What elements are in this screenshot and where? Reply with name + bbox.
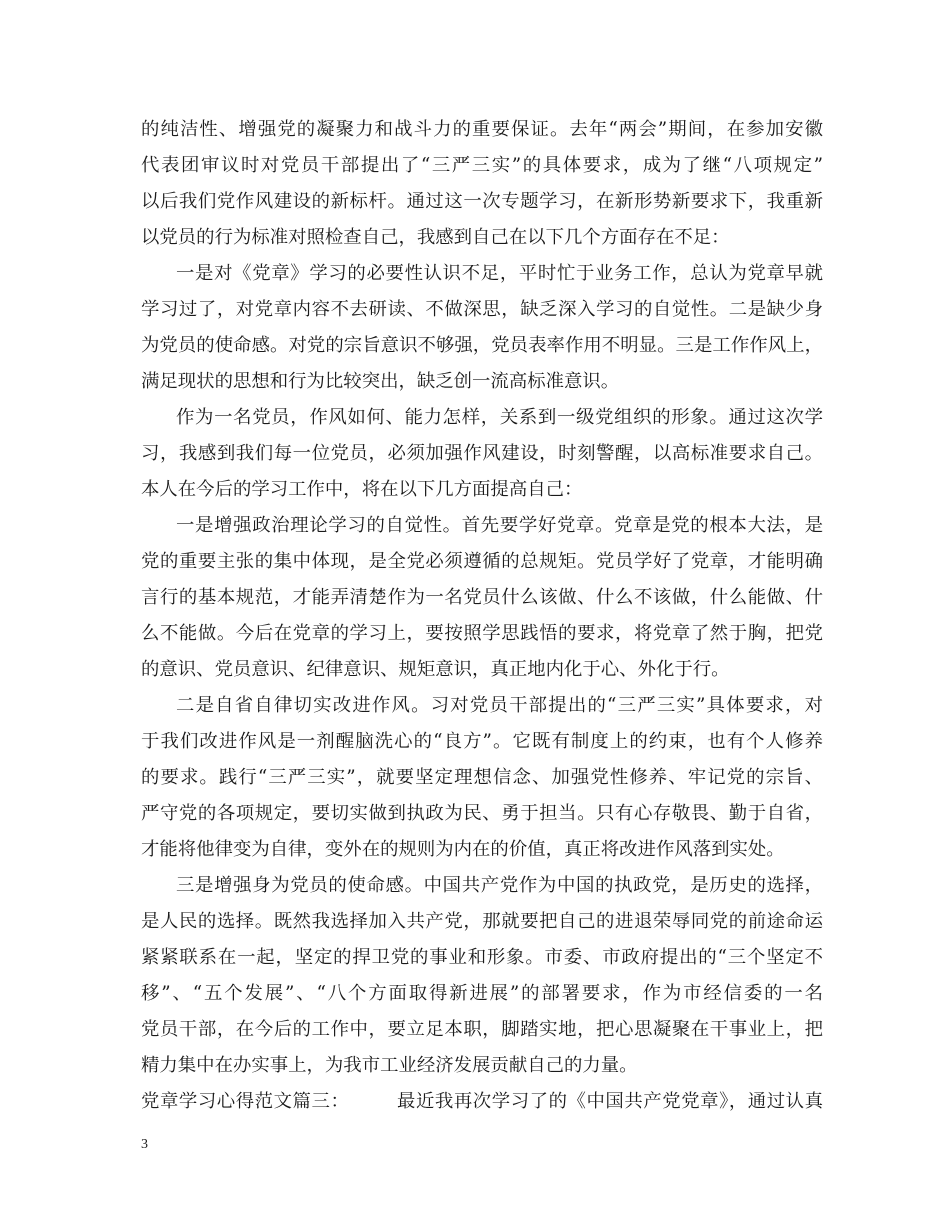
text-line: 代表团审议时对党员干部提出了“三严三实”的具体要求，成为了继“八项规定”: [141, 155, 823, 176]
text-line: 的要求。践行“三严三实”，就要坚定理想信念、加强党性修养、牢记党的宗旨、: [141, 767, 823, 788]
text-line: 学习过了，对党章内容不去研读、不做深思，缺乏深入学习的自觉性。二是缺少身: [141, 299, 823, 320]
text-line: 紧紧联系在一起，坚定的捍卫党的事业和形象。市委、市政府提出的“三个坚定不: [141, 947, 823, 968]
text-line: 以党员的行为标准对照检查自己，我感到自己在以下几个方面存在不足：: [141, 227, 730, 248]
text-line: 移”、“五个发展”、“八个方面取得新进展”的部署要求，作为市经信委的一名: [141, 983, 823, 1004]
text-line: 言行的基本规范，才能弄清楚作为一名党员什么该做、什么不该做，什么能做、什: [141, 587, 823, 608]
paragraph-first-line: 二是自省自律切实改进作风。习对党员干部提出的“三严三实”具体要求，对: [176, 695, 823, 716]
text-line: 以后我们党作风建设的新标杆。通过这一次专题学习，在新形势新要求下，我重新: [141, 191, 823, 212]
text-line: 的意识、党员意识、纪律意识、规矩意识，真正地内化于心、外化于行。: [141, 659, 730, 680]
section-heading-line: 党章学习心得范文篇三： 最近我再次学习了的《中国共产党党章》，通过认真: [141, 1091, 823, 1112]
paragraph-first-line: 一是增强政治理论学习的自觉性。首先要学好党章。党章是党的根本大法，是: [176, 515, 823, 536]
text-line: 严守党的各项规定，要切实做到执政为民、勇于担当。只有心存敬畏、勤于自省，: [141, 803, 823, 824]
text-line: 是人民的选择。既然我选择加入共产党，那就要把自己的进退荣辱同党的前途命运: [141, 911, 823, 932]
text-line: 党员干部，在今后的工作中，要立足本职，脚踏实地，把心思凝聚在干事业上，把: [141, 1019, 823, 1040]
paragraph-first-line: 一是对《党章》学习的必要性认识不足，平时忙于业务工作，总认为党章早就: [176, 263, 823, 284]
text-line: 于我们改进作风是一剂醒脑洗心的“良方”。它既有制度上的约束，也有个人修养: [141, 731, 823, 752]
text-line: 么不能做。今后在党章的学习上，要按照学思践悟的要求，将党章了然于胸，把党: [141, 623, 823, 644]
text-line: 本人在今后的学习工作中，将在以下几方面提高自己：: [141, 479, 583, 500]
paragraph-first-line: 作为一名党员，作风如何、能力怎样，关系到一级党组织的形象。通过这次学: [176, 407, 823, 428]
text-line: 精力集中在办实事上，为我市工业经济发展贡献自己的力量。: [141, 1055, 638, 1076]
paragraph-first-line: 三是增强身为党员的使命感。中国共产党作为中国的执政党，是历史的选择，: [176, 875, 823, 896]
document-body: [141, 112, 823, 1120]
text-line: 的纯洁性、增强党的凝聚力和战斗力的重要保证。去年“两会”期间，在参加安徽: [141, 119, 823, 140]
text-line: 党的重要主张的集中体现，是全党必须遵循的总规矩。党员学好了党章，才能明确: [141, 551, 823, 572]
text-line: 习，我感到我们每一位党员，必须加强作风建设，时刻警醒，以高标准要求自己。: [141, 443, 823, 464]
text-line: 为党员的使命感。对党的宗旨意识不够强，党员表率作用不明显。三是工作作风上，: [141, 335, 823, 356]
text-line: 满足现状的思想和行为比较突出，缺乏创一流高标准意识。: [141, 371, 620, 392]
page-number: 3: [141, 1137, 148, 1152]
text-line: 才能将他律变为自律，变外在的规则为内在的价值，真正将改进作风落到实处。: [141, 839, 785, 860]
